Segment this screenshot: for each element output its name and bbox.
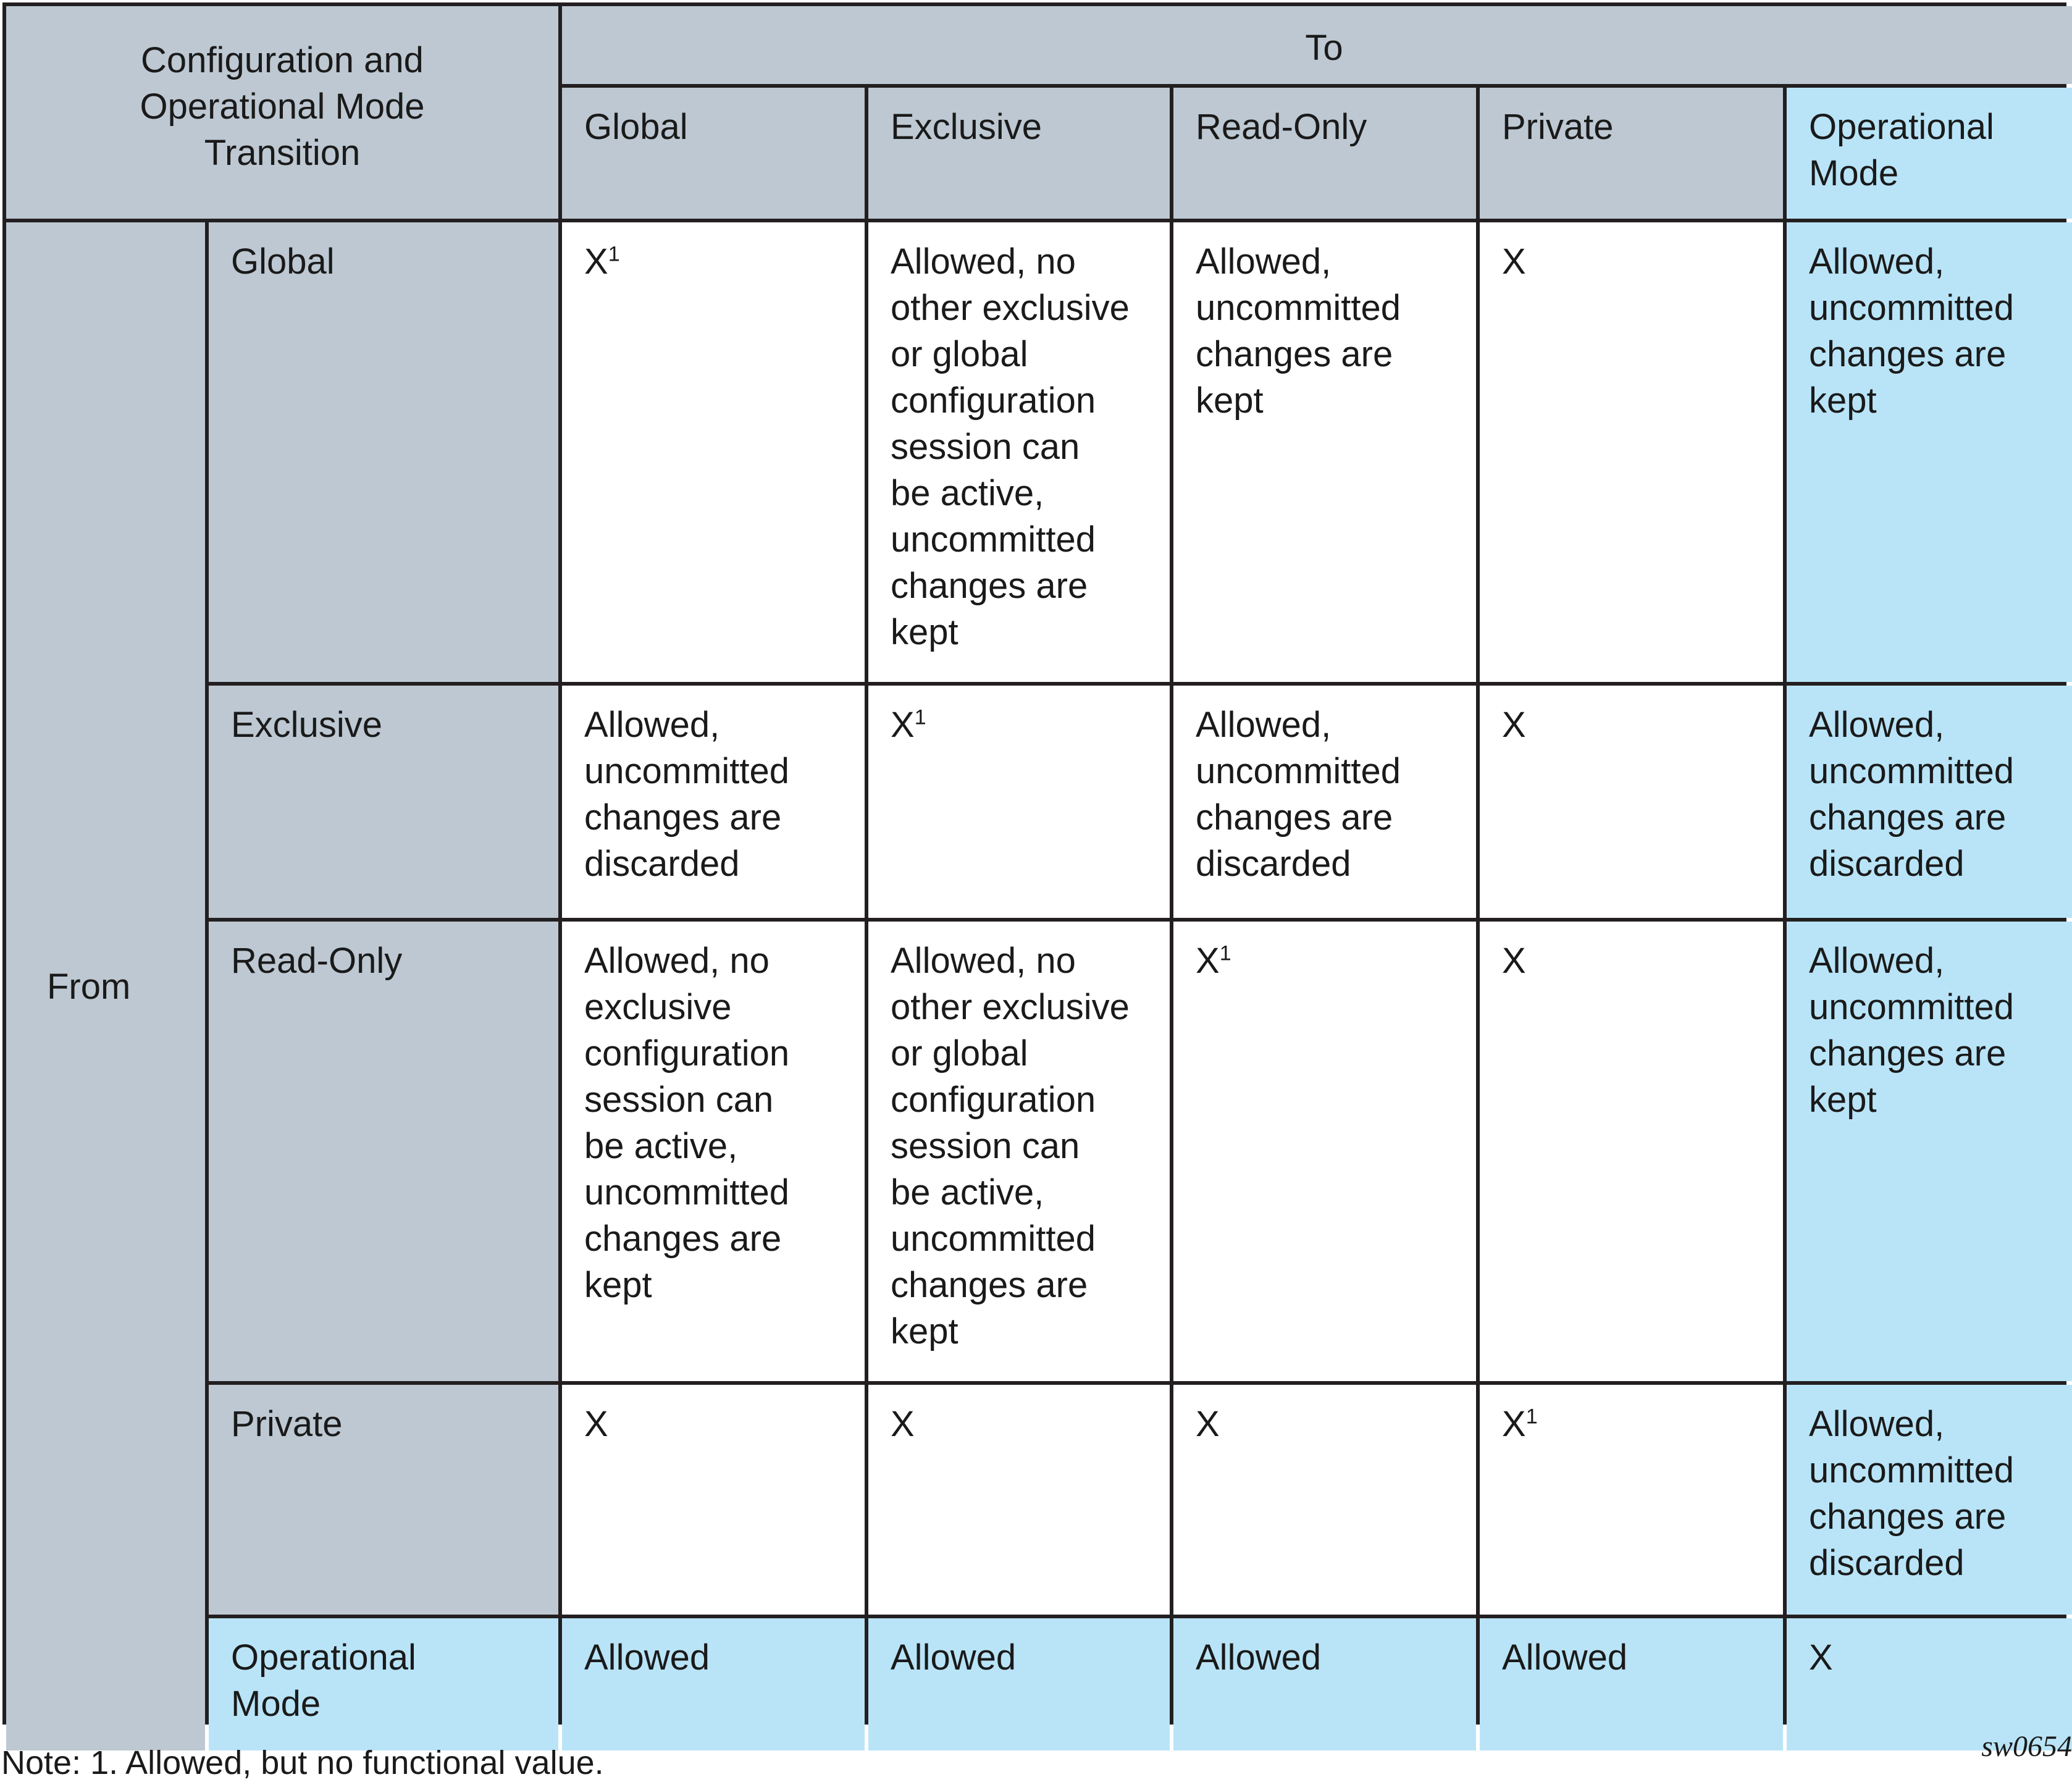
cell-global-to-operational-mode: Allowed, uncommitted changes are kept	[1787, 222, 2072, 682]
to-header: To	[562, 6, 2072, 84]
cell-text: X	[584, 242, 608, 282]
footnote-marker: 1	[914, 705, 926, 729]
corner-header: Configuration and Operational Mode Transition	[6, 6, 558, 219]
row-header-exclusive: Exclusive	[209, 686, 558, 918]
row-header-operational-mode: Operational Mode	[209, 1618, 558, 1750]
footnote-marker: 1	[1219, 941, 1231, 965]
cell-text: X	[1502, 1404, 1526, 1444]
column-header-exclusive: Exclusive	[868, 88, 1170, 219]
cell-read-only-to-global: Allowed, no exclusive configuration session can be active, uncommitted changes are kept	[562, 922, 865, 1381]
cell-private-to-operational-mode: Allowed, uncommitted changes are discarded	[1787, 1385, 2072, 1615]
footnote-marker: 1	[608, 242, 620, 266]
row-header-private: Private	[209, 1385, 558, 1615]
cell-read-only-to-exclusive: Allowed, no other exclusive or global configuration session can be active, uncommitted changes are kept	[868, 922, 1170, 1381]
footnote-marker: 1	[1525, 1405, 1538, 1429]
cell-text: X	[891, 705, 915, 745]
cell-global-to-global	[562, 222, 865, 682]
cell-operational-mode-to-read-only: Allowed	[1173, 1618, 1476, 1750]
cell-operational-mode-to-operational-mode: X	[1787, 1618, 2072, 1750]
cell-private-to-read-only: X	[1173, 1385, 1476, 1615]
row-header-read-only: Read-Only	[209, 922, 558, 1381]
mode-transition-table	[2, 2, 2066, 1725]
from-header: From	[6, 222, 205, 1750]
cell-exclusive-to-operational-mode: Allowed, uncommitted changes are discarded	[1787, 686, 2072, 918]
footnote: Note: 1. Allowed, but no functional value.	[1, 1744, 604, 1781]
cell-exclusive-to-read-only: Allowed, uncommitted changes are discarded	[1173, 686, 1476, 918]
cell-private-to-exclusive: X	[868, 1385, 1170, 1615]
cell-exclusive-to-private: X	[1480, 686, 1783, 918]
cell-operational-mode-to-exclusive: Allowed	[868, 1618, 1170, 1750]
cell-private-to-private	[1480, 1385, 1783, 1615]
column-header-read-only: Read-Only	[1173, 88, 1476, 219]
cell-read-only-to-private: X	[1480, 922, 1783, 1381]
column-header-global: Global	[562, 88, 865, 219]
cell-read-only-to-read-only	[1173, 922, 1476, 1381]
figure-id: sw0654	[1981, 1730, 2072, 1763]
cell-read-only-to-operational-mode: Allowed, uncommitted changes are kept	[1787, 922, 2072, 1381]
cell-operational-mode-to-global: Allowed	[562, 1618, 865, 1750]
column-header-private: Private	[1480, 88, 1783, 219]
row-header-global: Global	[209, 222, 558, 682]
column-header-operational-mode: Operational Mode	[1787, 88, 2072, 219]
cell-operational-mode-to-private: Allowed	[1480, 1618, 1783, 1750]
cell-global-to-read-only: Allowed, uncommitted changes are kept	[1173, 222, 1476, 682]
cell-private-to-global: X	[562, 1385, 865, 1615]
cell-global-to-exclusive: Allowed, no other exclusive or global configuration session can be active, uncommitted changes are kept	[868, 222, 1170, 682]
cell-exclusive-to-exclusive	[868, 686, 1170, 918]
cell-global-to-private: X	[1480, 222, 1783, 682]
cell-text: X	[1196, 941, 1220, 981]
cell-exclusive-to-global: Allowed, uncommitted changes are discarded	[562, 686, 865, 918]
